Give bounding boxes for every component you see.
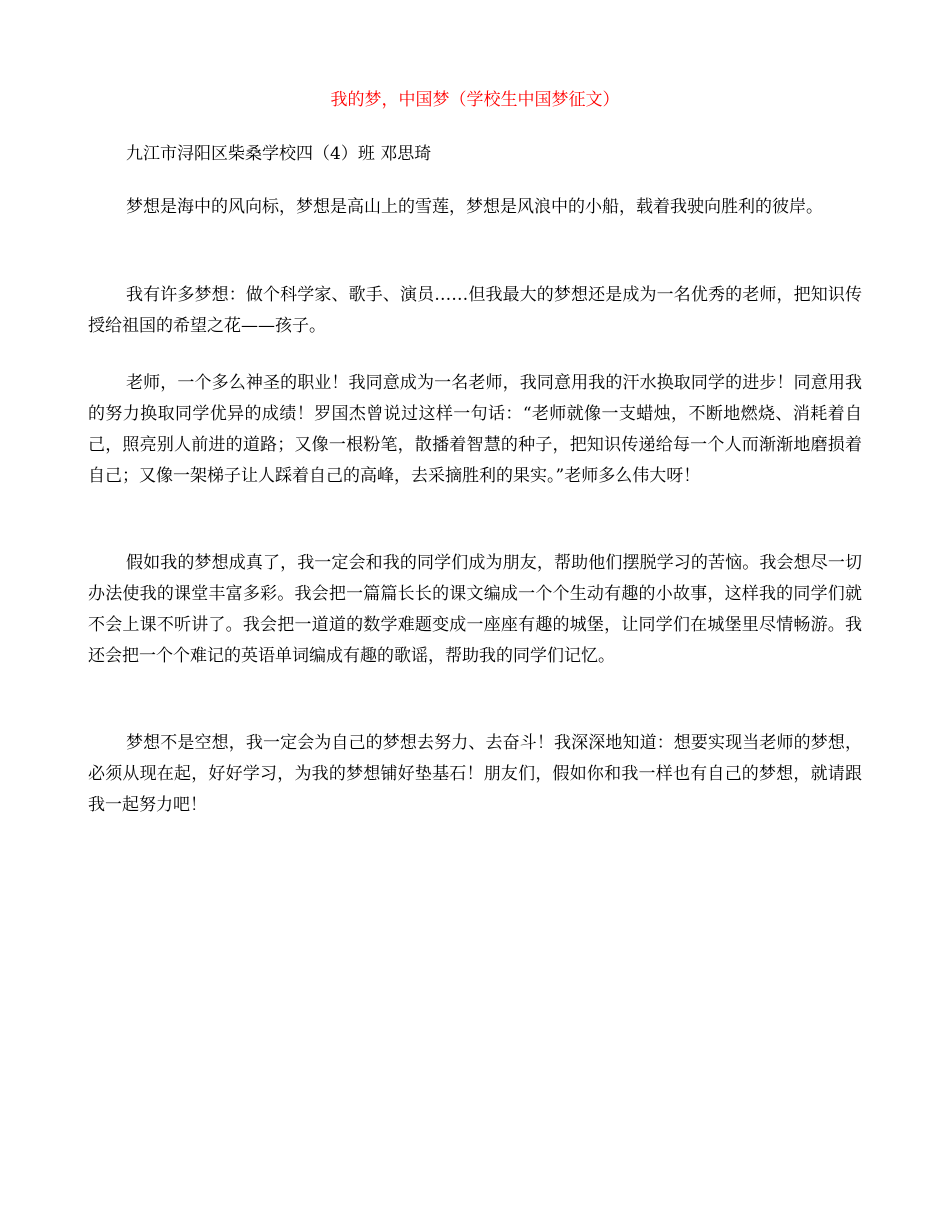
document-title: 我的梦，中国梦（学校生中国梦征文） bbox=[330, 90, 620, 110]
author-line: 九江市浔阳区柴桑学校四（4）班 邓思琦 bbox=[126, 144, 432, 164]
paragraph-4: 假如我的梦想成真了，我一定会和我的同学们成为朋友，帮助他们摆脱学习的苦恼。我会想尽一切办法使我的课堂丰富多彩。我会把一篇篇长长的课文编成一个个生动有趣的小故事，这样我的同学们就不会上课不听讲了。我会把一道道的数学难题变成一座座有趣的城堡，让同学们在城堡里尽情畅游。我还会把一个个难记的英语单词编成有趣的歌谣，帮助我的同学们记忆。 bbox=[88, 553, 862, 666]
paragraph-2: 我有许多梦想：做个科学家、歌手、演员……但我最大的梦想还是成为一名优秀的老师，把知识传授给祖国的希望之花——孩子。 bbox=[88, 285, 862, 336]
paragraph-3: 老师，一个多么神圣的职业！我同意成为一名老师，我同意用我的汗水换取同学的进步！同意用我的努力换取同学优异的成绩！罗国杰曾说过这样一句话：“老师就像一支蜡烛，不断地燃烧、消耗着自己，照亮别人前进的道路；又像一根粉笔，散播着智慧的种子，把知识传递给每一个人而渐渐地磨损着自己；又像一架梯子让人踩着自己的高峰，去采摘胜利的果实。”老师多么伟大呀！ bbox=[88, 373, 862, 486]
paragraph-1: 梦想是海中的风向标，梦想是高山上的雪莲，梦想是风浪中的小船，载着我驶向胜利的彼岸。 bbox=[126, 197, 823, 217]
paragraph-5: 梦想不是空想，我一定会为自己的梦想去努力、去奋斗！我深深地知道：想要实现当老师的梦想，必须从现在起，好好学习，为我的梦想铺好垫基石！朋友们，假如你和我一样也有自己的梦想，就请跟我一起努力吧！ bbox=[88, 733, 862, 815]
